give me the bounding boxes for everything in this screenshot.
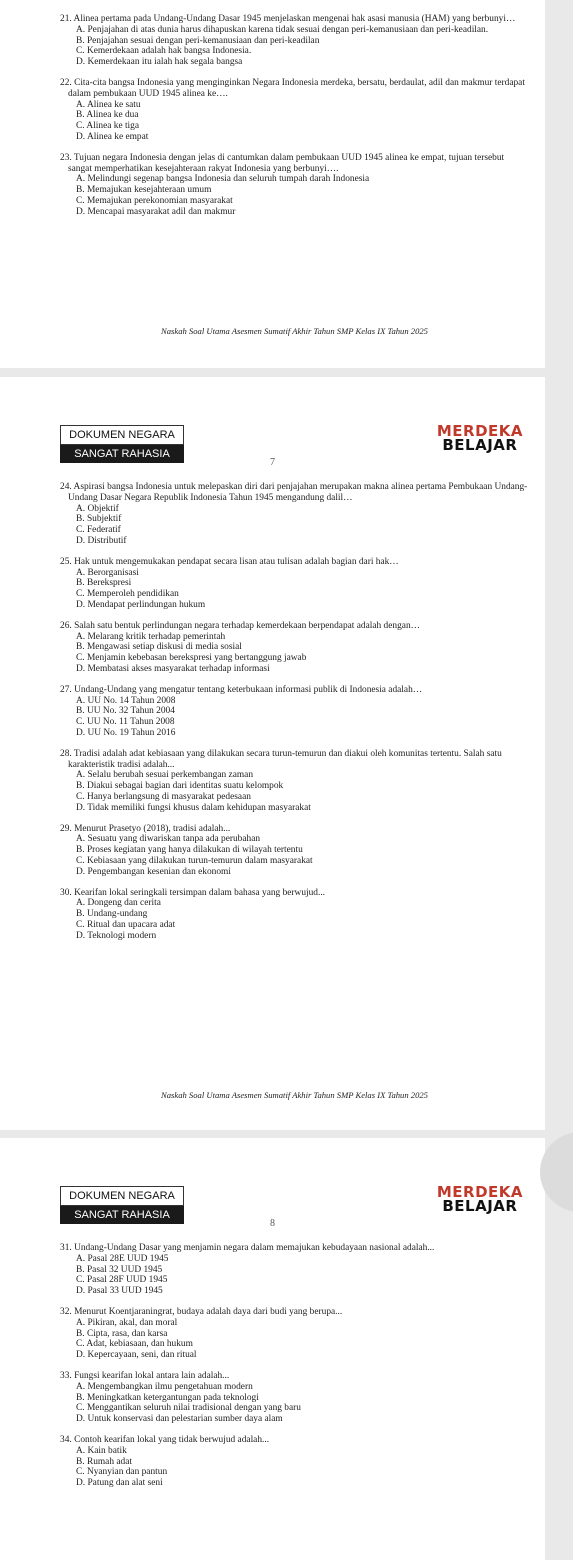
question-text: 21. Alinea pertama pada Undang-Undang Dasar 1945 menjelaskan mengenai hak asasi manusia (HAM) yang berbunyi… — [60, 14, 516, 24]
exam-page-fragment — [0, 0, 545, 368]
document-badge — [60, 425, 184, 463]
question-text: 29. Menurut Prasetyo (2018), tradisi adalah... — [60, 823, 231, 834]
answer-option: A. Mengembangkan ilmu pengetahuan modern — [76, 1381, 253, 1392]
answer-options — [60, 770, 529, 813]
question-text: 31. Undang-Undang Dasar yang menjamin negara dalam memajukan kebudayaan nasional adalah... — [60, 1243, 435, 1253]
question-item — [60, 888, 529, 942]
answer-options — [60, 174, 529, 217]
answer-options — [60, 568, 529, 611]
merdeka-belajar-logo — [437, 424, 523, 453]
question-item — [60, 1371, 529, 1425]
page-header — [60, 1138, 529, 1221]
answer-options — [60, 1318, 529, 1361]
question-item — [60, 621, 529, 675]
answer-options — [60, 632, 529, 675]
answer-options — [60, 100, 529, 143]
badge-bottom: SANGAT RAHASIA — [60, 445, 184, 463]
answer-option: C. Memajukan perekonomian masyarakat — [76, 195, 233, 206]
question-list — [60, 14, 529, 218]
question-item — [60, 685, 529, 739]
answer-option: B. Cipta, rasa, dan karsa — [76, 1328, 168, 1339]
answer-option: D. Kepercayaan, seni, dan ritual — [76, 1350, 197, 1361]
answer-option: D. Pasal 33 UUD 1945 — [76, 1286, 163, 1297]
answer-options — [60, 898, 529, 941]
answer-option: B. Pasal 32 UUD 1945 — [76, 1264, 163, 1275]
answer-option: A. Melindungi segenap bangsa Indonesia dan seluruh tumpah darah Indonesia — [76, 174, 370, 185]
answer-option: C. Menggantikan seluruh nilai tradisional dengan yang baru — [76, 1403, 301, 1414]
answer-option: C. Pasal 28F UUD 1945 — [76, 1275, 168, 1286]
answer-option: C. Federatif — [76, 525, 121, 536]
answer-option: B. Diakui sebagai bagian dari identitas suatu kelompok — [76, 781, 284, 792]
logo-line1: MERDEKA — [436, 422, 523, 440]
question-text: 25. Hak untuk mengemukakan pendapat secara lisan atau tulisan adalah bagian dari hak… — [60, 556, 399, 567]
answer-option: A. Dongeng dan cerita — [76, 898, 161, 909]
answer-option: B. Rumah adat — [76, 1456, 132, 1467]
answer-option: B. Memajukan kesejahteraan umum — [76, 185, 212, 196]
question-item — [60, 557, 529, 611]
question-text: 27. Undang-Undang yang mengatur tentang keterbukaan informasi publik di Indonesia adalah… — [60, 684, 423, 695]
answer-option: B. Undang-undang — [76, 909, 148, 920]
answer-option: D. Kemerdekaan itu ialah hak segala bangsa — [76, 57, 243, 68]
question-item — [60, 1243, 529, 1297]
question-item — [60, 14, 529, 68]
logo-line1: MERDEKA — [436, 1183, 523, 1201]
exam-page-8 — [0, 1138, 545, 1560]
answer-options — [60, 504, 529, 547]
question-text: 28. Tradisi adalah adat kebiasaan yang dilakukan secara turun-temurun dan diakui oleh komunitas tertentu. Salah satu karakteristik tradisi adalah... — [60, 748, 502, 770]
answer-option: A. Berorganisasi — [76, 567, 139, 578]
answer-option: D. Teknologi modern — [76, 930, 157, 941]
answer-option: A. Alinea ke satu — [76, 99, 141, 110]
answer-option: D. Alinea ke empat — [76, 131, 149, 142]
answer-option: D. Pengembangan kesenian dan ekonomi — [76, 866, 231, 877]
answer-options — [60, 834, 529, 877]
answer-option: B. UU No. 32 Tahun 2004 — [76, 706, 175, 717]
answer-option: A. Melarang kritik terhadap pemerintah — [76, 631, 226, 642]
answer-option: A. Pasal 28E UUD 1945 — [76, 1253, 169, 1264]
answer-option: D. Untuk konservasi dan pelestarian sumber daya alam — [76, 1414, 283, 1425]
question-text: 33. Fungsi kearifan lokal antara lain adalah... — [60, 1370, 230, 1381]
answer-option: D. UU No. 19 Tahun 2016 — [76, 727, 176, 738]
question-item — [60, 824, 529, 878]
answer-option: B. Subjektif — [76, 514, 122, 525]
answer-option: D. Mencapai masyarakat adil dan makmur — [76, 206, 236, 217]
answer-option: C. Nyanyian dan pantun — [76, 1467, 168, 1478]
badge-top: DOKUMEN NEGARA — [60, 1186, 184, 1206]
answer-option: B. Mengawasi setiap diskusi di media sosial — [76, 642, 242, 653]
answer-options — [60, 696, 529, 739]
answer-option: A. Sesuatu yang diwariskan tanpa ada perubahan — [76, 834, 261, 845]
answer-option: B. Berekspresi — [76, 578, 132, 589]
answer-option: C. Memperoleh pendidikan — [76, 589, 179, 600]
answer-option: B. Penjajahan sesuai dengan peri-kemanusiaan dan peri-keadilan — [76, 35, 320, 46]
page-footer: Naskah Soal Utama Asesmen Sumatif Akhir Tahun SMP Kelas IX Tahun 2025 — [161, 326, 428, 336]
page-footer: Naskah Soal Utama Asesmen Sumatif Akhir Tahun SMP Kelas IX Tahun 2025 — [161, 1090, 428, 1100]
answer-options — [60, 1382, 529, 1425]
page-number: 8 — [270, 1218, 275, 1229]
answer-option: A. Selalu berubah sesuai perkembangan zaman — [76, 770, 254, 781]
answer-option: D. Mendapat perlindungan hukum — [76, 599, 206, 610]
answer-option: A. UU No. 14 Tahun 2008 — [76, 695, 176, 706]
question-list — [60, 482, 529, 941]
answer-options — [60, 1254, 529, 1297]
exam-page-7 — [0, 377, 545, 1130]
merdeka-belajar-logo — [437, 1185, 523, 1214]
answer-option: C. Alinea ke tiga — [76, 121, 140, 132]
question-text: 30. Kearifan lokal seringkali tersimpan dalam bahasa yang berwujud... — [60, 887, 326, 898]
answer-option: A. Penjajahan di atas dunia harus dihapuskan karena tidak sesuai dengan peri-kemanusiaan dan peri-keadilan. — [76, 24, 489, 35]
answer-option: D. Tidak memiliki fungsi khusus dalam kehidupan masyarakat — [76, 802, 311, 813]
answer-option: C. Kemerdekaan adalah hak bangsa Indonesia. — [76, 46, 252, 57]
answer-option: C. Adat, kebiasaan, dan hukum — [76, 1339, 193, 1350]
answer-option: B. Meningkatkan ketergantungan pada teknologi — [76, 1392, 259, 1403]
page-header — [60, 377, 529, 460]
page-number: 7 — [270, 457, 275, 468]
answer-option: D. Distributif — [76, 535, 127, 546]
question-item — [60, 78, 529, 143]
logo-line2: BELAJAR — [442, 436, 518, 454]
question-item — [60, 1435, 529, 1489]
answer-option: D. Patung dan alat seni — [76, 1478, 163, 1489]
question-item — [60, 749, 529, 814]
question-item — [60, 482, 529, 547]
question-list — [60, 1243, 529, 1489]
answer-option: C. Kebiasaan yang dilakukan turun-temurun dalam masyarakat — [76, 855, 313, 866]
question-item — [60, 153, 529, 218]
answer-options — [60, 1446, 529, 1489]
question-text: 22. Cita-cita bangsa Indonesia yang menginginkan Negara Indonesia merdeka, bersatu, berdaulat, adil dan makmur terdapat dalam pembukaan UUD 1945 alinea ke…. — [60, 77, 525, 99]
document-badge — [60, 1186, 184, 1224]
answer-option: B. Alinea ke dua — [76, 110, 139, 121]
answer-option: C. UU No. 11 Tahun 2008 — [76, 717, 175, 728]
badge-bottom: SANGAT RAHASIA — [60, 1206, 184, 1224]
question-item — [60, 1307, 529, 1361]
question-text: 34. Contoh kearifan lokal yang tidak berwujud adalah... — [60, 1434, 270, 1445]
answer-option: A. Objektif — [76, 503, 119, 514]
answer-option: A. Kain batik — [76, 1445, 127, 1456]
answer-option: B. Proses kegiatan yang hanya dilakukan di wilayah tertentu — [76, 845, 303, 856]
question-text: 24. Aspirasi bangsa Indonesia untuk melepaskan diri dari penjajahan merupakan makna alinea pertama Pembukaan Undang-Undang Dasar Negara Republik Indonesia Tahun 1945 mengandung dalil… — [60, 482, 528, 503]
answer-option: C. Menjamin kebebasan berekspresi yang bertanggung jawab — [76, 653, 307, 664]
badge-top: DOKUMEN NEGARA — [60, 425, 184, 445]
answer-option: A. Pikiran, akal, dan moral — [76, 1317, 178, 1328]
answer-option: D. Membatasi akses masyarakat terhadap informasi — [76, 663, 270, 674]
question-text: 32. Menurut Koentjaraningrat, budaya adalah daya dari budi yang berupa... — [60, 1306, 343, 1317]
answer-option: C. Hanya berlangsung di masyarakat pedesaan — [76, 791, 251, 802]
logo-line2: BELAJAR — [442, 1197, 518, 1215]
answer-options — [60, 25, 529, 68]
question-text: 23. Tujuan negara Indonesia dengan jelas di cantumkan dalam pembukaan UUD 1945 alinea ke empat, tujuan tersebut sangat memperhatikan kesejahteraan rakyat Indonesia yang berbunyi…. — [60, 152, 505, 174]
question-text: 26. Salah satu bentuk perlindungan negara terhadap kemerdekaan berpendapat adalah dengan… — [60, 620, 421, 631]
answer-option: C. Ritual dan upacara adat — [76, 919, 176, 930]
